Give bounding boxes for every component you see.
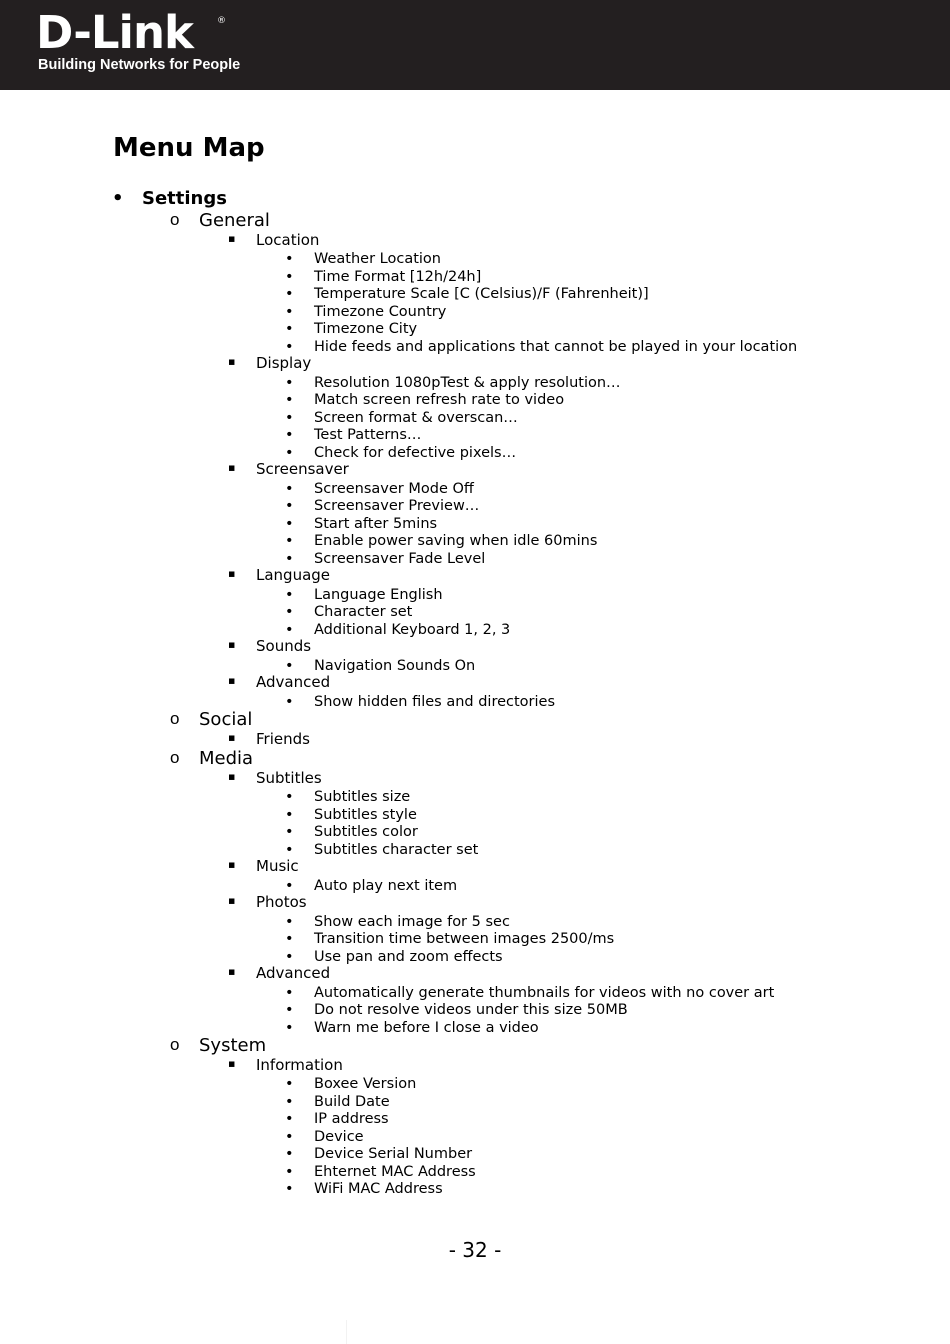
setting-item [285,824,418,840]
item-label: Language [256,566,331,584]
subcategory-item [228,729,310,748]
setting-item [285,1019,539,1036]
bullet-marker: • [285,533,294,549]
item-label: Transition time between images 2500/ms [314,931,615,947]
item-label: Warn me before I close a video [314,1019,539,1036]
subcategory-item [228,893,307,911]
dlink-logo: D-Link [36,6,193,59]
item-label: Subtitles color [314,824,418,840]
category-item [170,748,254,769]
bullet-marker: ▪ [228,567,236,580]
setting-item [285,550,486,567]
bullet-marker: • [285,286,294,302]
setting-item [285,427,422,443]
item-label: Subtitles character set [314,841,479,858]
page-title: Menu Map [113,133,265,163]
bullet-marker: o [170,210,180,229]
logo-tagline: Building Networks for People [38,57,241,73]
item-label: Screen format & overscan… [314,409,518,426]
setting-item [285,931,615,947]
item-label: Subtitles style [314,806,417,823]
bullet-marker: • [285,1093,294,1110]
setting-item [285,604,413,620]
bullet-marker: • [285,984,294,1001]
bullet-marker: • [285,1002,294,1018]
item-label: Time Format [12h/24h] [314,268,482,285]
item-label: System [199,1035,267,1056]
bullet-marker: • [285,1181,294,1197]
item-label: Screensaver Preview… [314,498,480,514]
setting-item [285,1146,473,1162]
item-label: Media [199,748,254,769]
item-label: Subtitles size [314,789,411,805]
item-label: Advanced [256,964,331,982]
item-label: Hide feeds and applications that cannot be played in your location [314,338,798,355]
bullet-marker: • [285,931,294,947]
item-label: Device Serial Number [314,1146,473,1162]
setting-item [285,498,480,514]
subcategory-item [228,460,349,478]
item-label: Timezone Country [314,303,447,320]
item-label: Character set [314,604,413,620]
bullet-marker: • [285,321,294,337]
bullet-marker: • [285,1163,294,1180]
subcategory-item [228,673,331,691]
setting-item [285,806,417,823]
item-label: Enable power saving when idle 60mins [314,533,598,549]
setting-item [285,444,517,461]
setting-item [285,374,621,391]
bullet-marker: • [112,188,124,209]
item-label: Advanced [256,673,331,691]
item-label: Screensaver Mode Off [314,480,474,497]
subcategory-item [228,964,331,982]
item-label: Check for defective pixels… [314,444,517,461]
item-label: Friends [256,729,310,748]
bullet-marker: • [285,498,294,514]
item-label: Additional Keyboard 1, 2, 3 [314,621,511,638]
bullet-marker: • [285,409,294,426]
item-label: Ehternet MAC Address [314,1163,476,1180]
item-label: Build Date [314,1093,390,1110]
setting-item [285,948,503,965]
bullet-marker: • [285,604,294,620]
bullet-marker: o [170,748,180,767]
bullet-marker: ▪ [228,638,236,651]
bullet-marker: • [285,586,294,603]
setting-item [285,251,441,267]
setting-item [285,392,565,408]
item-label: Navigation Sounds On [314,657,476,674]
footer-divider [346,1320,347,1344]
item-label: Show hidden files and directories [314,693,556,710]
item-label: Automatically generate thumbnails for videos with no cover art [314,984,775,1001]
subcategory-item [228,354,312,372]
bullet-marker: • [285,374,294,391]
setting-item [285,1181,443,1197]
item-label: Show each image for 5 sec [314,913,510,930]
item-label: Temperature Scale [C (Celsius)/F (Fahrenheit)] [314,286,649,302]
setting-item [285,1002,628,1018]
setting-item [285,657,476,674]
subcategory-item [228,1055,343,1074]
setting-item [285,621,511,638]
bullet-marker: • [285,268,294,285]
setting-item [285,1093,390,1110]
item-label: Resolution 1080pTest & apply resolution… [314,374,621,391]
bullet-marker: ▪ [228,730,236,744]
item-label: Use pan and zoom effects [314,948,503,965]
bullet-marker: • [285,550,294,567]
setting-item [285,1163,476,1180]
category-item [170,709,253,730]
bullet-marker: • [285,480,294,497]
setting-item [285,321,418,337]
setting-item [285,533,598,549]
page-number: - 32 - [448,1238,502,1262]
item-label: Do not resolve videos under this size 50MB [314,1002,628,1018]
bullet-marker: • [285,392,294,408]
item-label: Weather Location [314,251,441,267]
bullet-marker: • [285,789,294,805]
page-header [0,0,950,90]
setting-item [285,1111,389,1127]
registered-mark: ® [217,16,226,26]
item-label: Subtitles [256,768,322,787]
item-label: Device [314,1128,364,1145]
bullet-marker: • [285,657,294,674]
bullet-marker: • [285,1146,294,1162]
bullet-marker: ▪ [228,769,236,783]
item-label: Photos [256,893,307,911]
bullet-marker: ▪ [228,461,236,474]
setting-item [285,268,482,285]
bullet-marker: ▪ [228,355,236,368]
bullet-marker: • [285,824,294,840]
bullet-marker: • [285,444,294,461]
item-label: General [199,210,270,231]
bullet-marker: • [285,303,294,320]
item-label: Boxee Version [314,1076,417,1092]
item-label: Screensaver Fade Level [314,550,486,567]
bullet-marker: o [170,709,180,728]
setting-item [285,984,775,1001]
category-item [170,210,270,231]
bullet-marker: • [285,693,294,710]
bullet-marker: • [285,1019,294,1036]
subcategory-item [228,230,320,249]
setting-item [285,1076,417,1092]
setting-item [285,877,458,894]
setting-item [285,789,411,805]
setting-item [285,338,798,355]
item-label: Start after 5mins [314,515,438,532]
setting-item [285,409,518,426]
setting-item [285,1128,364,1145]
section-item [112,188,227,209]
item-label: WiFi MAC Address [314,1181,443,1197]
bullet-marker: • [285,806,294,823]
setting-item [285,693,556,710]
setting-item [285,515,438,532]
item-label: IP address [314,1111,389,1127]
bullet-marker: • [285,913,294,930]
subcategory-item [228,637,312,655]
setting-item [285,841,479,858]
bullet-marker: • [285,841,294,858]
bullet-marker: o [170,1035,180,1054]
item-label: Settings [142,188,227,209]
bullet-marker: ▪ [228,894,236,907]
item-label: Social [199,709,253,730]
item-label: Display [256,354,312,372]
item-label: Auto play next item [314,877,458,894]
setting-item [285,286,649,302]
item-label: Information [256,1055,343,1074]
bullet-marker: • [285,515,294,532]
bullet-marker: • [285,877,294,894]
setting-item [285,586,443,603]
subcategory-item [228,566,331,584]
setting-item [285,480,474,497]
bullet-marker: ▪ [228,965,236,978]
item-label: Location [256,230,320,249]
item-label: Test Patterns… [314,427,422,443]
item-label: Screensaver [256,460,349,478]
item-label: Sounds [256,637,312,655]
bullet-marker: • [285,1111,294,1127]
setting-item [285,303,447,320]
bullet-marker: ▪ [228,858,236,871]
bullet-marker: • [285,948,294,965]
bullet-marker: • [285,338,294,355]
bullet-marker: • [285,1128,294,1145]
subcategory-item [228,768,322,787]
bullet-marker: • [285,251,294,267]
bullet-marker: • [285,1076,294,1092]
item-label: Language English [314,586,443,603]
item-label: Timezone City [314,321,418,337]
bullet-marker: • [285,621,294,638]
bullet-marker: ▪ [228,1056,236,1070]
category-item [170,1035,267,1056]
subcategory-item [228,857,299,875]
bullet-marker: ▪ [228,674,236,687]
setting-item [285,913,510,930]
bullet-marker: • [285,427,294,443]
bullet-marker: ▪ [228,231,236,245]
item-label: Match screen refresh rate to video [314,392,565,408]
item-label: Music [256,857,299,875]
